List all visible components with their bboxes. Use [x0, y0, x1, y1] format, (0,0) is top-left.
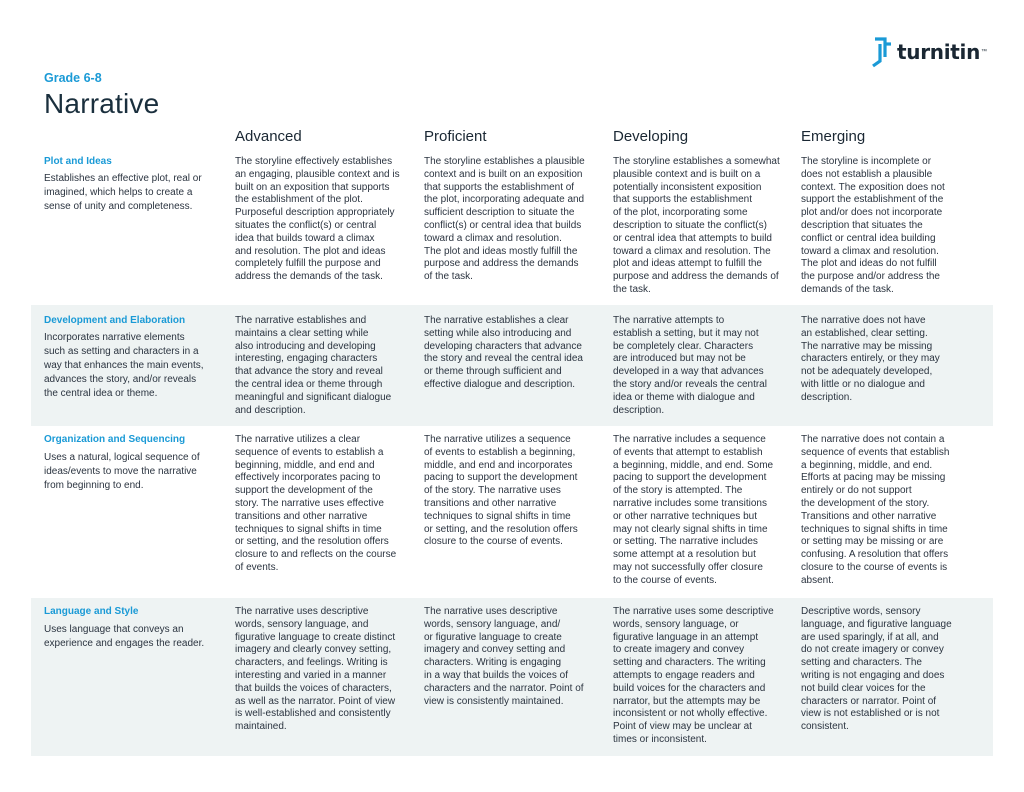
- criterion-title: Plot and Ideas: [44, 156, 112, 167]
- cell-emerging: The narrative does not contain a sequence of events that establish a beginning, middle, and end. Efforts at pacing may be missing entirely or do not support the development of the story. Transitions and other narrative techniques to signal shifts in time or setting may be missing or are confusing. A resolution that offers closure to the course of events is absent.: [801, 434, 950, 586]
- rubric-row-language-and-style: [31, 598, 993, 756]
- cell-emerging: Descriptive words, sensory language, and figurative language are used sparingly, if at all, and do not create imagery or convey setting and characters. The writing is not engaging and does not build clear voices for the characters or narrator. Point of view is not established or is not consistent.: [801, 606, 952, 733]
- turnitin-logo: [871, 34, 987, 70]
- cell-emerging: The narrative does not have an established, clear setting. The narrative may be missing characters entirely, or they may not be adequately developed, with little or no dialogue and description.: [801, 315, 940, 403]
- cell-advanced: The narrative utilizes a clear sequence of events to establish a beginning, middle, and end and effectively incorporates pacing to support the development of the story. The narrative uses effective transitions and other narrative techniques to signal shifts in time or setting, and the resolution offers closure to and reflects on the course of events.: [235, 434, 397, 573]
- cell-developing: The narrative uses some descriptive words, sensory language, or figurative language in an attempt to create imagery and convey setting and characters. The writing attempts to engage readers and build voices for the characters and narrator, but the attempts may be inconsistent or not wholly effective. Point of view may be unclear at times or inconsistent.: [613, 606, 774, 745]
- page-title: Narrative: [44, 88, 160, 119]
- criterion-description: Establishes an effective plot, real or imagined, which helps to create a sense of unity and completeness.: [44, 173, 202, 212]
- column-header-developing: Developing: [613, 128, 689, 145]
- column-header-proficient: Proficient: [424, 128, 487, 145]
- cell-advanced: The narrative uses descriptive words, sensory language, and figurative language to create distinct imagery and clearly convey setting, characters, and feelings. Writing is interesting and varied in a manner that builds the voices of characters, as well as the narrator. Point of view is well-established and consistently maintained.: [235, 606, 396, 733]
- cell-proficient: The storyline establishes a plausible context and is built on an exposition that supports the establishment of the plot, incorporating adequate and sufficient description to situate the conflict(s) or central idea that builds toward a climax and resolution. The plot and ideas mostly fulfill the purpose and address the demands of the task.: [424, 156, 585, 283]
- cell-advanced: The storyline effectively establishes an engaging, plausible context and is built on an exposition that supports the establishment of the plot. Purposeful description appropriately situates the conflict(s) or central idea that builds toward a climax and resolution. The plot and ideas completely fulfill the purpose and address the demands of the task.: [235, 156, 400, 283]
- grade-label: Grade 6-8: [44, 71, 102, 85]
- criterion-title: Development and Elaboration: [44, 315, 186, 326]
- criterion-title: Language and Style: [44, 606, 139, 617]
- cell-proficient: The narrative establishes a clear setting while also introducing and developing characters that advance the story and reveal the central idea or theme through sufficient and effective dialogue and description.: [424, 315, 583, 390]
- column-header-emerging: Emerging: [801, 128, 866, 145]
- cell-proficient: The narrative uses descriptive words, sensory language, and/ or figurative language to create imagery and convey setting and characters. Writing is engaging in a way that builds the voices of characters and the narrator. Point of view is consistently maintained.: [424, 606, 584, 707]
- trademark-symbol: ™: [981, 49, 988, 55]
- cell-advanced: The narrative establishes and maintains a clear setting while also introducing and developing interesting, engaging characters that advance the story and reveal the central idea or theme through meaningful and significant dialogue and description.: [235, 315, 392, 416]
- cell-emerging: The storyline is incomplete or does not establish a plausible context. The exposition does not support the establishment of the plot and/or does not incorporate description that situates the conflict or central idea building toward a climax and resolution. The plot and ideas do not fulfill the purpose and/or address the demands of the task.: [801, 156, 945, 295]
- cell-developing: The storyline establishes a somewhat plausible context and is built on a potentially inconsistent exposition that supports the establishment of the plot, incorporating some description to situate the conflict(s) or central idea that attempts to build toward a climax and resolution. The plot and ideas attempt to fulfill the purpose and address the demands of the task.: [613, 156, 780, 295]
- criterion-description: Uses a natural, logical sequence of ideas/events to move the narrative from beginning to end.: [44, 452, 200, 491]
- turnitin-wordmark: turnitin: [897, 40, 981, 64]
- column-header-advanced: Advanced: [235, 128, 302, 145]
- cell-developing: The narrative includes a sequence of events that attempt to establish a beginning, middle, and end. Some pacing to support the development of the story is attempted. The narrative includes some transitions or other narrative techniques but may not clearly signal shifts in time or setting. The narrative includes some attempt at a resolution but may not successfully offer closure to the course of events.: [613, 434, 774, 586]
- turnitin-logo-icon: [871, 35, 893, 69]
- cell-proficient: The narrative utilizes a sequence of events to establish a beginning, middle, and end and incorporates pacing to support the development of the story. The narrative uses transitions and other narrative techniques to signal shifts in time or setting, and the resolution offers closure to the course of events.: [424, 434, 578, 548]
- criterion-title: Organization and Sequencing: [44, 434, 186, 445]
- rubric-row-organization-and-sequencing: [31, 426, 993, 596]
- criterion-description: Incorporates narrative elements such as setting and characters in a way that enhances the main events, advances the story, and/or reveals the central idea or theme.: [44, 332, 204, 399]
- rubric-row-plot-and-ideas: [31, 150, 993, 302]
- rubric-row-development-and-elaboration: [31, 305, 993, 426]
- cell-developing: The narrative attempts to establish a setting, but it may not be completely clear. Characters are introduced but may not be developed in a way that advances the story and/or reveals the central idea or theme with dialogue and description.: [613, 315, 767, 416]
- criterion-description: Uses language that conveys an experience and engages the reader.: [44, 624, 205, 649]
